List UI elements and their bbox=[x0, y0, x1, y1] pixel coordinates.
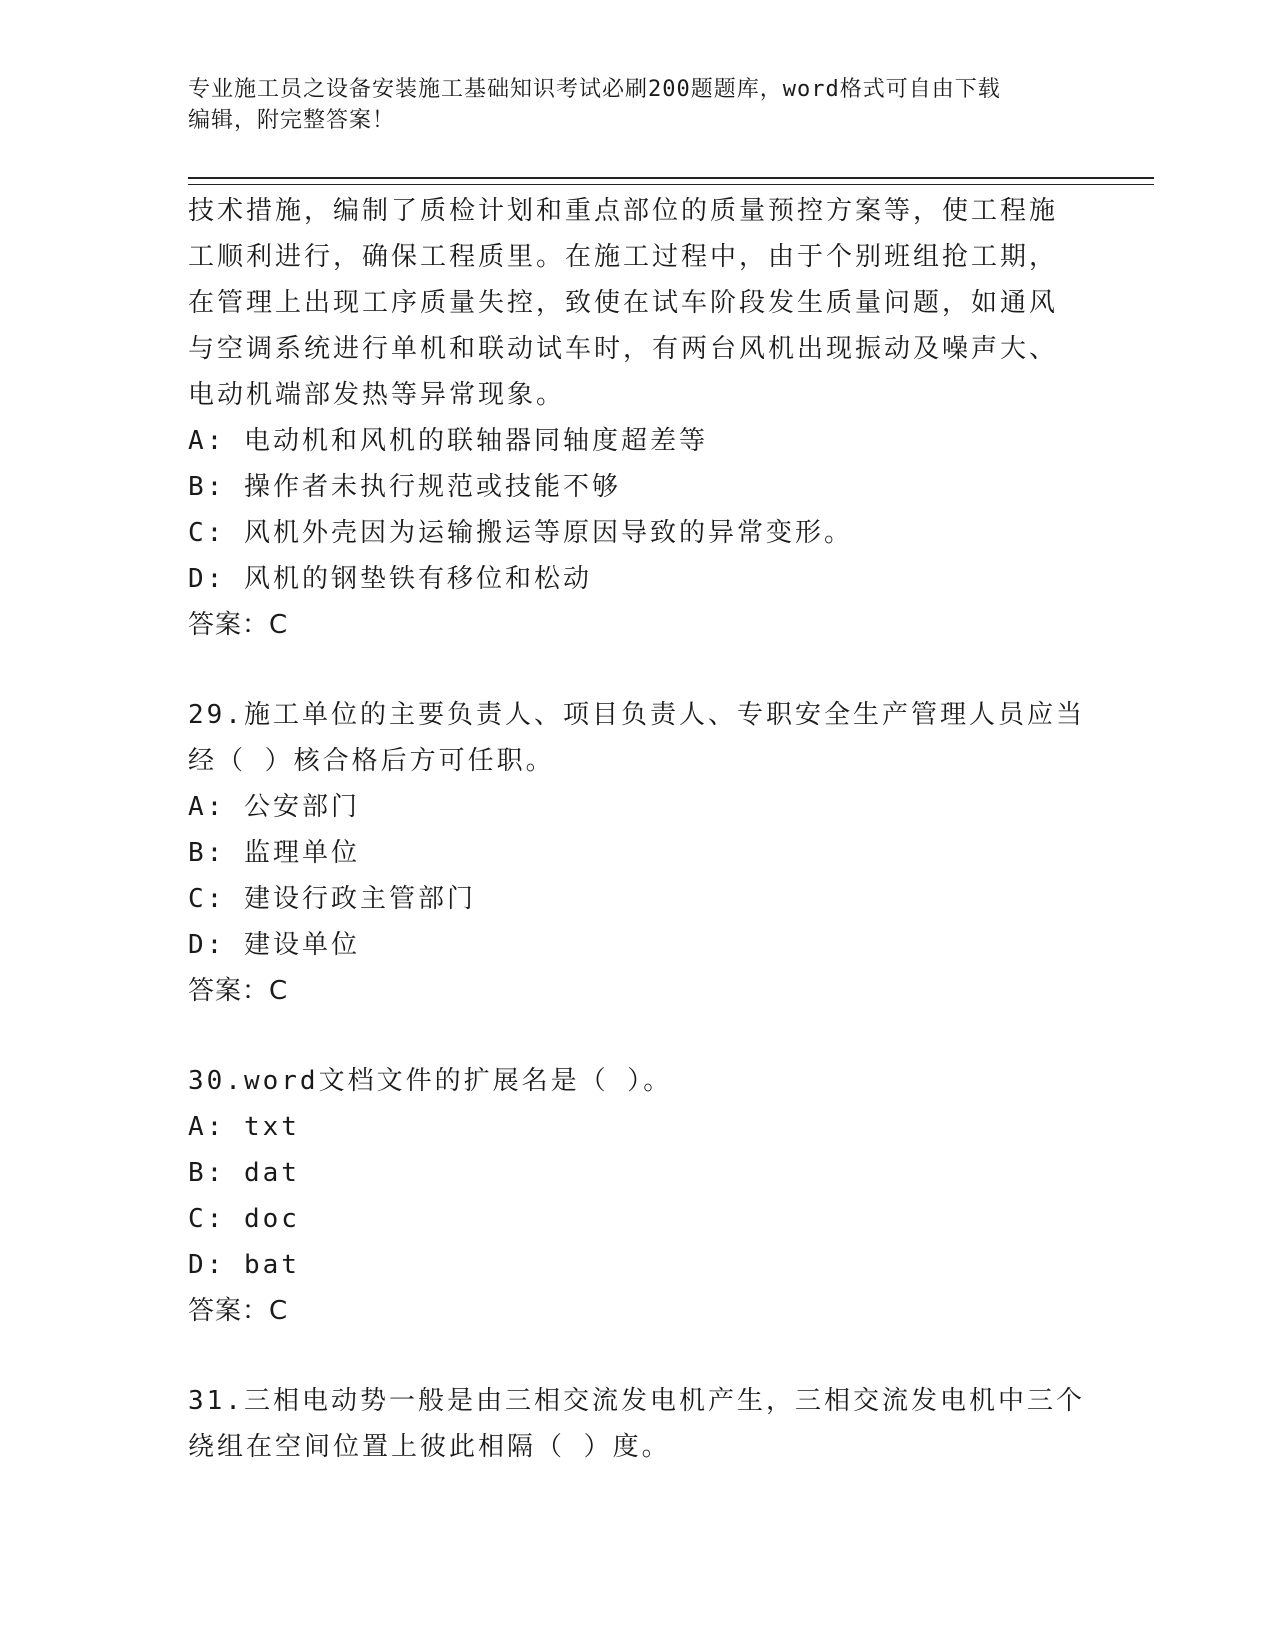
question-stem-line: 30.word文档文件的扩展名是（ ）。 bbox=[188, 1066, 673, 1096]
option-c: C: doc bbox=[188, 1204, 300, 1234]
option-b: B: dat bbox=[188, 1158, 300, 1188]
question-stem-line: 29.施工单位的主要负责人、项目负责人、专职安全生产管理人员应当 bbox=[188, 700, 1085, 730]
question-stem-line: 经（ ）核合格后方可任职。 bbox=[188, 746, 555, 776]
option-d: D: bat bbox=[188, 1250, 300, 1280]
question-28 bbox=[188, 188, 1088, 648]
question-stem-line: 工顺利进行，确保工程质里。在施工过程中，由于个别班组抢工期， bbox=[188, 242, 1059, 272]
question-stem-line: 绕组在空间位置上彼此相隔（ ）度。 bbox=[188, 1432, 671, 1462]
question-30 bbox=[188, 1058, 1088, 1334]
option-c: C: 建设行政主管部门 bbox=[188, 884, 476, 914]
answer-line: 答案：C bbox=[188, 610, 289, 640]
option-a: A: txt bbox=[188, 1112, 300, 1142]
question-29 bbox=[188, 692, 1088, 1014]
header-divider bbox=[188, 177, 1154, 185]
option-b: B: 操作者未执行规范或技能不够 bbox=[188, 472, 621, 502]
question-stem-line: 与空调系统进行单机和联动试车时，有两台风机出现振动及噪声大、 bbox=[188, 334, 1059, 364]
answer-line: 答案：C bbox=[188, 1296, 289, 1326]
question-stem-line: 技术措施，编制了质检计划和重点部位的质量预控方案等，使工程施 bbox=[188, 196, 1059, 226]
option-d: D: 风机的钢垫铁有移位和松动 bbox=[188, 564, 592, 594]
header-title-line-2: 编辑，附完整答案！ bbox=[188, 108, 396, 133]
spacer bbox=[188, 1014, 1088, 1058]
header-title-line-1: 专业施工员之设备安装施工基础知识考试必刷200题题库，word格式可自由下载 bbox=[188, 77, 1001, 102]
option-d: D: 建设单位 bbox=[188, 930, 360, 960]
answer-line: 答案：C bbox=[188, 976, 289, 1006]
spacer bbox=[188, 648, 1088, 692]
question-31 bbox=[188, 1378, 1088, 1470]
option-a: A: 电动机和风机的联轴器同轴度超差等 bbox=[188, 426, 708, 456]
spacer bbox=[188, 1334, 1088, 1378]
option-a: A: 公安部门 bbox=[188, 792, 360, 822]
option-b: B: 监理单位 bbox=[188, 838, 360, 868]
option-c: C: 风机外壳因为运输搬运等原因导致的异常变形。 bbox=[188, 518, 853, 548]
question-stem-line: 电动机端部发热等异常现象。 bbox=[188, 380, 566, 410]
document-body bbox=[188, 188, 1088, 1470]
question-stem-line: 31.三相电动势一般是由三相交流发电机产生，三相交流发电机中三个 bbox=[188, 1386, 1085, 1416]
question-stem-line: 在管理上出现工序质量失控，致使在试车阶段发生质量问题，如通风 bbox=[188, 288, 1059, 318]
page-header bbox=[188, 74, 1088, 136]
